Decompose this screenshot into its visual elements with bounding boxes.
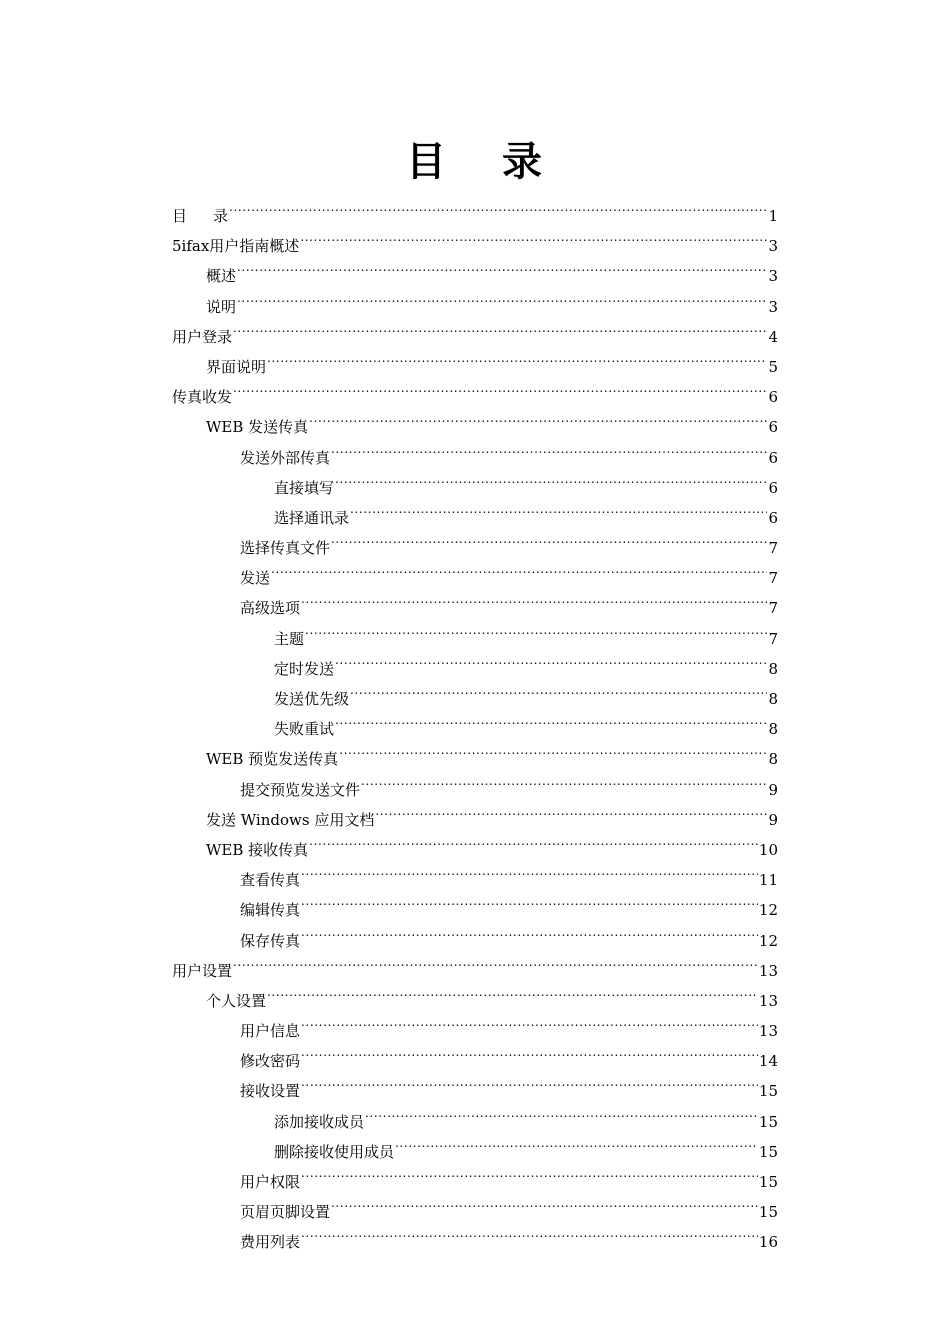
toc-entry-text: 添加接收成员: [274, 1112, 365, 1131]
toc-entry-interface[interactable]: [172, 342, 778, 376]
toc-leader-dots: [335, 704, 767, 734]
toc-entry-text: WEB 预览发送传真: [206, 750, 339, 769]
toc-page-number: 7: [768, 569, 778, 588]
toc-leader-dots: [267, 976, 758, 1006]
toc-entry-user-settings[interactable]: [172, 946, 778, 980]
toc-page-number: 15: [758, 1142, 778, 1161]
toc-entry-text: 说明: [206, 297, 237, 316]
toc-page-number: 3: [768, 297, 778, 316]
toc-leader-dots: [271, 553, 767, 583]
title-char-2: 录: [502, 139, 544, 185]
toc-leader-dots: [305, 614, 767, 644]
toc-leader-dots: [309, 825, 758, 855]
toc-leader-dots: [395, 1127, 758, 1157]
toc-entry-text: 概述: [206, 267, 237, 286]
toc-entry-text: 发送 Windows 应用文档: [206, 810, 375, 829]
toc-entry-web-preview-send[interactable]: [172, 734, 778, 769]
toc-leader-dots: [301, 855, 758, 885]
toc-entry-text: 高级选项: [240, 599, 301, 618]
toc-leader-dots: [350, 493, 767, 523]
toc-page-number: 15: [758, 1112, 778, 1131]
toc-page-number: 8: [768, 690, 778, 708]
toc-leader-dots: [237, 251, 767, 281]
toc-entry-login[interactable]: [172, 312, 778, 346]
toc-leader-dots: [233, 946, 758, 976]
toc-leader-dots: [339, 734, 767, 764]
toc-page-number: 16: [758, 1233, 778, 1252]
toc-entry-overview-guide[interactable]: [172, 221, 778, 256]
toc-page-number: 6: [768, 418, 778, 437]
toc-page-number: 3: [768, 237, 778, 256]
toc-leader-dots: [233, 312, 767, 342]
toc-entry-address-book[interactable]: [172, 493, 778, 527]
toc-page-number: 5: [768, 357, 778, 376]
toc-entry-text: 接收设置: [240, 1082, 301, 1101]
toc-entry-text: 发送: [240, 569, 271, 588]
toc-leader-dots: [301, 1036, 758, 1066]
toc-entry-retry[interactable]: [172, 704, 778, 739]
toc-entry-text: 费用列表: [240, 1233, 301, 1252]
toc-entry-select-file[interactable]: [172, 523, 778, 558]
toc-page-number: 15: [758, 1082, 778, 1101]
toc-entry-text: 删除接收使用成员: [274, 1142, 395, 1161]
toc-entry-text: 选择传真文件: [240, 539, 331, 558]
toc-entry-text: 目 录: [172, 207, 229, 225]
toc-page-number: 6: [768, 508, 778, 527]
toc-page-number: 15: [758, 1173, 778, 1191]
toc-entry-text: 选择通讯录: [274, 508, 350, 527]
toc-leader-dots: [301, 1006, 758, 1036]
toc-page-number: 11: [758, 871, 778, 890]
toc-page-number: 13: [758, 1022, 778, 1041]
toc-leader-dots: [301, 583, 767, 613]
toc-leader-dots: [365, 1097, 758, 1127]
toc-leader-dots: [335, 463, 767, 493]
toc-leader-dots: [301, 1066, 758, 1096]
toc-leader-dots: [375, 795, 767, 825]
toc-leader-dots: [301, 885, 758, 915]
toc-entry-scheduled-send[interactable]: [172, 644, 778, 678]
toc-page-number: 8: [768, 750, 778, 769]
toc-entry-text: 修改密码: [240, 1052, 301, 1071]
toc-entry-text: 主题: [274, 629, 305, 648]
toc-page-number: 8: [768, 659, 778, 678]
toc-leader-dots: [335, 644, 767, 674]
toc-entry-priority[interactable]: [172, 674, 778, 708]
toc-leader-dots: [350, 674, 767, 704]
toc-page-number: 3: [768, 267, 778, 286]
toc-entry-text: WEB 发送传真: [206, 418, 309, 437]
toc-page-number: 4: [768, 327, 778, 346]
toc-page-number: 8: [768, 720, 778, 739]
toc-page-number: 12: [758, 931, 778, 950]
toc-page-number: 9: [768, 810, 778, 829]
toc-entry-text: 用户信息: [240, 1022, 301, 1041]
toc-leader-dots: [233, 372, 767, 402]
toc-entry-text: 编辑传真: [240, 901, 301, 920]
toc-entry-text: WEB 接收传真: [206, 840, 309, 859]
toc-entry-text: 用户设置: [172, 961, 233, 980]
toc-page-number: 6: [768, 478, 778, 497]
toc-entry-text: 页眉页脚设置: [240, 1203, 331, 1222]
toc-entry-user-permissions[interactable]: [172, 1157, 778, 1191]
toc-entry-text: 保存传真: [240, 931, 301, 950]
toc-page-number: 14: [758, 1052, 778, 1071]
toc-leader-dots: [361, 765, 767, 795]
toc-entry-remove-member[interactable]: [172, 1127, 778, 1161]
toc-entry-text: 定时发送: [274, 659, 335, 678]
toc-page-number: 13: [758, 961, 778, 980]
toc-entry-text: 直接填写: [274, 478, 335, 497]
toc-entry-web-send[interactable]: [172, 402, 778, 437]
toc-entry-text: 5ifax用户指南概述: [172, 237, 300, 256]
toc-leader-dots: [301, 916, 758, 946]
toc-entry-text: 发送外部传真: [240, 448, 331, 467]
toc-leader-dots: [331, 1187, 758, 1217]
toc-page-number: 7: [768, 629, 778, 648]
toc-entry-text: 查看传真: [240, 871, 301, 890]
toc-entry-text: 个人设置: [206, 991, 267, 1010]
toc-entry-notes[interactable]: [172, 282, 778, 316]
toc-page-number: 12: [758, 901, 778, 920]
toc-entry-text: 传真收发: [172, 388, 233, 407]
toc-leader-dots: [331, 523, 767, 553]
toc-leader-dots: [267, 342, 767, 372]
toc-leader-dots: [301, 1157, 758, 1187]
toc-leader-dots: [300, 221, 767, 251]
toc-page-number: 10: [758, 840, 778, 859]
toc-page-number: 7: [768, 599, 778, 618]
toc-entry-text: 用户权限: [240, 1173, 301, 1191]
toc-entry-personal-settings[interactable]: [172, 976, 778, 1010]
toc-page-number: 13: [758, 991, 778, 1010]
page-title: [0, 138, 950, 186]
toc-entry-fax-send-receive[interactable]: [172, 372, 778, 407]
toc-page-number: 6: [768, 388, 778, 407]
toc-entry-text: 提交预览发送文件: [240, 780, 361, 799]
toc-page-number: 9: [768, 780, 778, 799]
table-of-contents: [172, 191, 778, 1252]
toc-entry-text: 界面说明: [206, 357, 267, 376]
toc-leader-dots: [309, 402, 767, 432]
title-char-1: 目: [406, 139, 448, 185]
toc-entry-text: 失败重试: [274, 720, 335, 739]
toc-page-number: 15: [758, 1203, 778, 1222]
toc-leader-dots: [301, 1217, 758, 1247]
toc-entry-overview[interactable]: [172, 251, 778, 286]
toc-entry-contents[interactable]: [172, 191, 778, 225]
toc-page-number: 6: [768, 448, 778, 467]
toc-page-number: 7: [768, 539, 778, 558]
toc-leader-dots: [237, 282, 767, 312]
toc-leader-dots: [229, 191, 767, 221]
toc-page-number: 1: [768, 207, 778, 225]
toc-entry-text: 发送优先级: [274, 690, 350, 708]
toc-entry-text: 用户登录: [172, 327, 233, 346]
toc-leader-dots: [331, 433, 767, 463]
